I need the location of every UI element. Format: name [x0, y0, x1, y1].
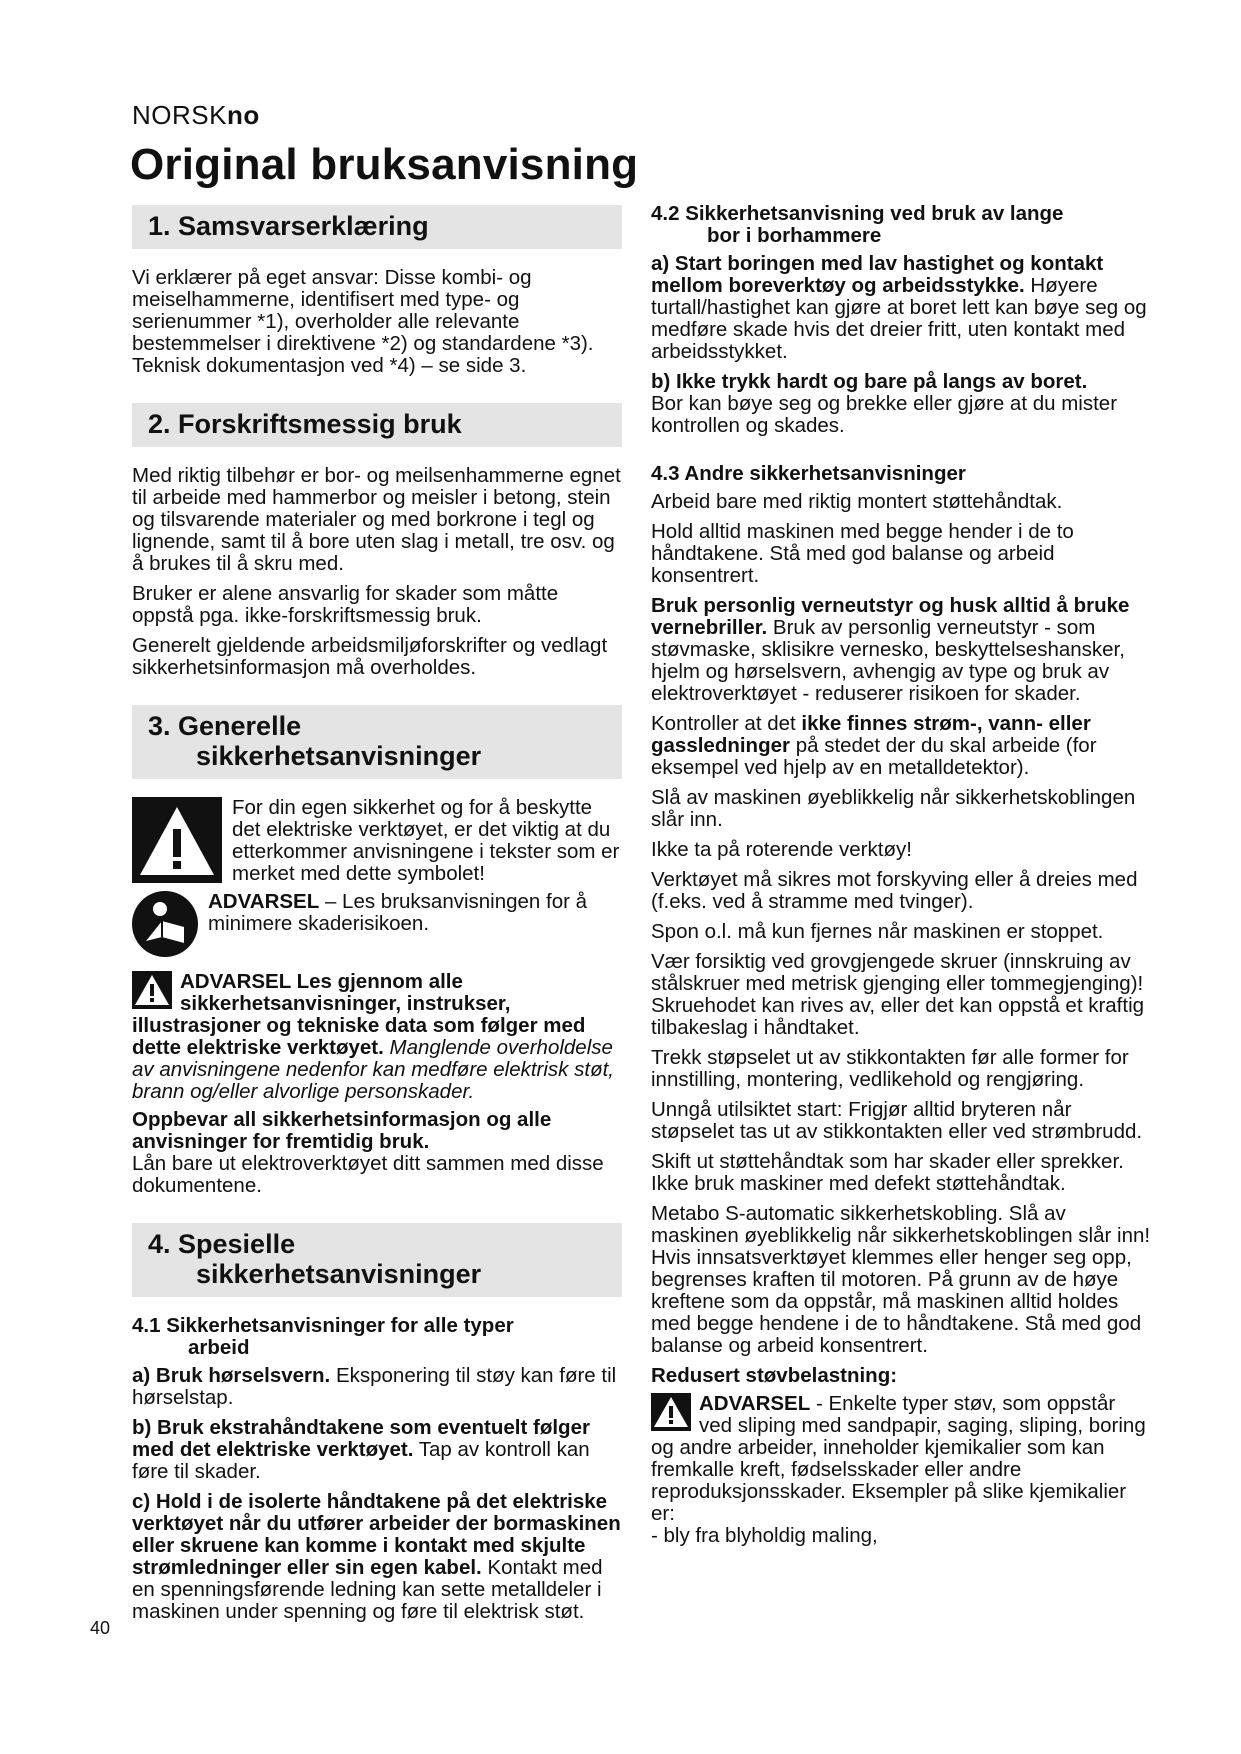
warning-symbol-block: [132, 797, 622, 885]
paragraph: Spon o.l. må kun fjernes når maskinen er stoppet.: [651, 920, 1104, 943]
subheading-4-2: 4.2 Sikkerhetsanvisning ved bruk av lange bor i borhammere: [651, 202, 1064, 247]
section-heading-3: 3. Generelle sikkerhetsanvisninger: [132, 705, 622, 779]
paragraph: Oppbevar all sikkerhetsinformasjon og alle anvisninger for fremtidig bruk. Lån bare ut elektroverktøyet ditt sammen med disse dokumentene.: [132, 1108, 604, 1197]
paragraph: Hold alltid maskinen med begge hender i de to håndtakene. Stå med god balanse og arbeid konsentrert.: [651, 520, 1074, 587]
paragraph: Verktøyet må sikres mot forskyving eller å dreies med (f.eks. ved å stramme med tvinger).: [651, 868, 1138, 913]
paragraph: b) Ikke trykk hardt og bare på langs av boret. Bor kan bøye seg og brekke eller gjøre at du mister kontrollen og skades.: [651, 370, 1118, 437]
section-heading-2: 2. Forskriftsmessig bruk: [132, 403, 622, 447]
warning-triangle-icon: [651, 1393, 691, 1431]
dust-warning-block: ADVARSEL - Enkelte typer støv, som oppstår ved sliping med sandpapir, saging, sliping, boring og andre arbeider, inneholder kjemikalier som kan fremkalle kreft, fødselsskader eller andre reproduksjonsskader. Eksempler på slike kjemikalier er:: [651, 1392, 1146, 1525]
paragraph: b) Bruk ekstrahåndtakene som eventuelt følger med det elektriske verktøyet. Tap av kontroll kan føre til skader.: [132, 1416, 590, 1483]
paragraph: Med riktig tilbehør er bor- og meilsenhammerne egnet til arbeide med hammerbor og meisler i betong, stein og tilsvarende materialer og med borkrone i tegl og lignende, samt til å bore uten slag i metall, tre osv. og å brukes til å skru med.: [132, 464, 621, 575]
list-item: - bly fra blyholdig maling,: [651, 1524, 878, 1547]
paragraph: Trekk støpselet ut av stikkontakten før alle former for innstilling, montering, vedlikehold og rengjøring.: [651, 1046, 1129, 1091]
page-number: 40: [90, 1618, 111, 1638]
paragraph: Slå av maskinen øyeblikkelig når sikkerhetskoblingen slår inn.: [651, 786, 1136, 831]
paragraph: Kontroller at det ikke finnes strøm-, vann- eller gassledninger på stedet der du skal arbeide (for eksempel ved hjelp av en metalldetektor).: [651, 712, 1097, 779]
paragraph: Skift ut støttehåndtak som har skader eller sprekker. Ikke bruk maskiner med defekt støttehåndtak.: [651, 1150, 1124, 1195]
dust-heading: Redusert støvbelastning:: [651, 1364, 898, 1387]
paragraph: Arbeid bare med riktig montert støttehåndtak.: [651, 490, 1063, 513]
page-title: Original bruksanvisning: [130, 140, 639, 189]
paragraph: Vær forsiktig ved grovgjengede skruer (innskruing av stålskruer med metrisk gjenging eller tommegjenging)! Skruehodet kan rives av, eller det kan oppstå et kraftig tilbakeslag i håndtaket.: [651, 950, 1145, 1039]
paragraph: Bruk personlig verneutstyr og husk alltid å bruke vernebriller. Bruk av personlig verneutstyr - som støvmaske, sklisikre vernesko, beskyttelseshansker, hjelm og hørselsvern, avhengig av type og bruk av elektroverktøyet - reduserer risikoen for skader.: [651, 594, 1130, 705]
warning-triangle-icon: [132, 971, 172, 1009]
paragraph: a) Bruk hørselsvern. Eksponering til støy kan føre til hørselstap.: [132, 1364, 617, 1409]
paragraph: Bruker er alene ansvarlig for skader som måtte oppstå pga. ikke-forskriftsmessig bruk.: [132, 582, 559, 627]
subheading-4-1: 4.1 Sikkerhetsanvisninger for alle typer arbeid: [132, 1314, 514, 1359]
read-manual-block: ADVARSEL – Les bruksanvisningen for å minimere skaderisikoen.: [132, 891, 622, 957]
read-manual-icon: [132, 891, 198, 957]
warning-block: ADVARSEL Les gjennom alle sikkerhetsanvisninger, instrukser, illustrasjoner og tekniske data som følger med dette elektriske verktøyet. Manglende overholdelse av anvisningene nedenfor kan medføre elektrisk støt, brann og/eller alvorlige personskader.: [132, 970, 614, 1103]
paragraph: Generelt gjeldende arbeidsmiljøforskrifter og vedlagt sikkerhetsinformasjon må overholdes.: [132, 634, 608, 679]
language-label: NORSKno: [132, 100, 260, 130]
left-column: [132, 205, 622, 1631]
right-column: [651, 203, 1151, 1555]
paragraph: Unngå utilsiktet start: Frigjør alltid bryteren når støpselet tas ut av stikkontakten eller ved strømbrudd.: [651, 1098, 1143, 1143]
section-heading-1: 1. Samsvarserklæring: [132, 205, 622, 249]
paragraph: Metabo S-automatic sikkerhetskobling. Slå av maskinen øyeblikkelig når sikkerhetskoblingen slår inn! Hvis innsatsverktøyet klemmes eller henger seg opp, begrenses kraften til motoren. På grunn av de høye kreftene som da oppstår, må maskinen alltid holdes med begge hendene i de to håndtakene. Stå med god balanse og arbeid konsentrert.: [651, 1202, 1151, 1357]
subheading-4-3: 4.3 Andre sikkerhetsanvisninger: [651, 462, 966, 485]
paragraph: a) Start boringen med lav hastighet og kontakt mellom boreverktøy og arbeidsstykke. Høyere turtall/hastighet kan gjøre at boret lett kan bøye seg og medføre skade hvis det dreier fritt, uten kontakt med arbeidsstykket.: [651, 252, 1147, 363]
paragraph: c) Hold i de isolerte håndtakene på det elektriske verktøyet når du utfører arbeider der bormaskinen eller skruene kan komme i kontakt med skjulte strømledninger eller sin egen kabel. Kontakt med en spenningsførende ledning kan sette metalldeler i maskinen under spenning og føre til elektrisk støt.: [132, 1490, 621, 1623]
warning-triangle-icon: [132, 797, 222, 883]
warning-symbol-text: For din egen sikkerhet og for å beskytte det elektriske verktøyet, er det viktig at du etterkommer anvisningene i tekster som er merket med dette symbolet!: [232, 796, 620, 885]
section-heading-4: 4. Spesielle sikkerhetsanvisninger: [132, 1223, 622, 1297]
paragraph: Vi erklærer på eget ansvar: Disse kombi- og meiselhammerne, identifisert med type- og serienummer *1), overholder alle relevante bestemmelser i direktivene *2) og standardene *3). Teknisk dokumentasjon ved *4) – se side 3.: [132, 266, 594, 377]
paragraph: Ikke ta på roterende verktøy!: [651, 838, 912, 861]
